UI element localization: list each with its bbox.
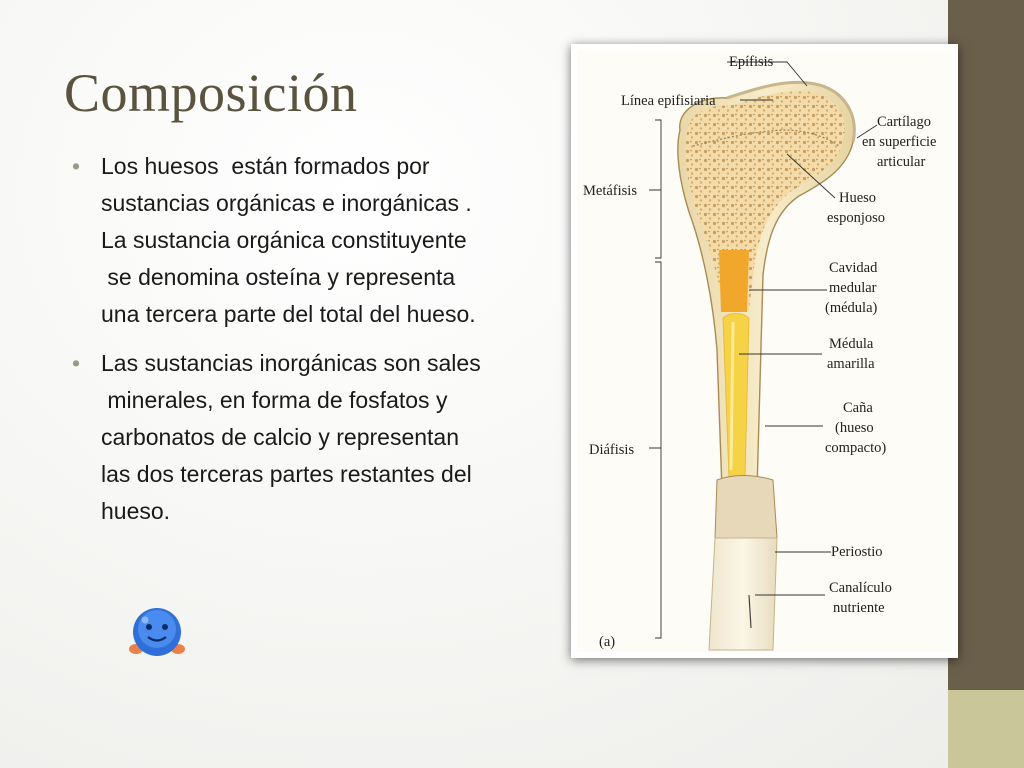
label-hueso-esponjoso: Hueso esponjoso [827, 190, 885, 226]
label-cartilago: Cartílago en superficie articular [862, 114, 937, 170]
slide-title: Composición [64, 63, 358, 123]
bullet-marker: • [72, 153, 81, 179]
accent-band-light [948, 690, 1024, 768]
medullary-cavity [719, 250, 749, 312]
label-metafisis: Metáfisis [583, 183, 637, 199]
label-epifisis: Epífisis [729, 54, 774, 70]
bullet-list [72, 148, 572, 542]
bullet-line: una tercera parte del total del hueso. [101, 301, 476, 327]
bullet-marker: • [72, 350, 81, 376]
bone-diagram [571, 44, 958, 658]
periosteum [715, 476, 777, 539]
bullet-line: carbonatos de calcio y representan [101, 424, 459, 450]
label-periostio: Periostio [831, 544, 883, 560]
bracket-metafisis [649, 120, 661, 258]
bullet-line: hueso. [101, 498, 171, 524]
lower-shaft [709, 538, 777, 650]
label-cana: Caña (hueso compacto) [825, 400, 887, 456]
label-canaliculo: Canalículo nutriente [829, 580, 892, 616]
bullet-item-1 [72, 148, 572, 333]
label-diafisis: Diáfisis [589, 442, 635, 458]
label-cavidad-medular: Cavidad medular (médula) [825, 260, 878, 316]
bullet-line: La sustancia orgánica constituyente [101, 227, 467, 253]
blue-blob-mascot-icon [127, 607, 187, 659]
bullet-line: se denomina osteína y representa [101, 264, 456, 290]
bullet-line: las dos terceras partes restantes del [101, 461, 472, 487]
accent-band-dark [948, 0, 1024, 690]
bullet-line: minerales, en forma de fosfatos y [101, 387, 448, 413]
marrow-highlight [731, 322, 733, 470]
bullet-line: sustancias orgánicas e inorgánicas . [101, 190, 472, 216]
bone-diagram-svg [577, 50, 952, 652]
bracket-diafisis [649, 262, 661, 638]
label-medula-amarilla: Médula amarilla [827, 336, 875, 372]
bullet-line: Los huesos están formados por [101, 153, 430, 179]
bullet-line: Las sustancias inorgánicas son sales [101, 350, 481, 376]
label-linea-epifisiaria: Línea epifisiaria [621, 93, 716, 109]
label-panel-a: (a) [599, 634, 616, 650]
bullet-item-2 [72, 345, 572, 530]
